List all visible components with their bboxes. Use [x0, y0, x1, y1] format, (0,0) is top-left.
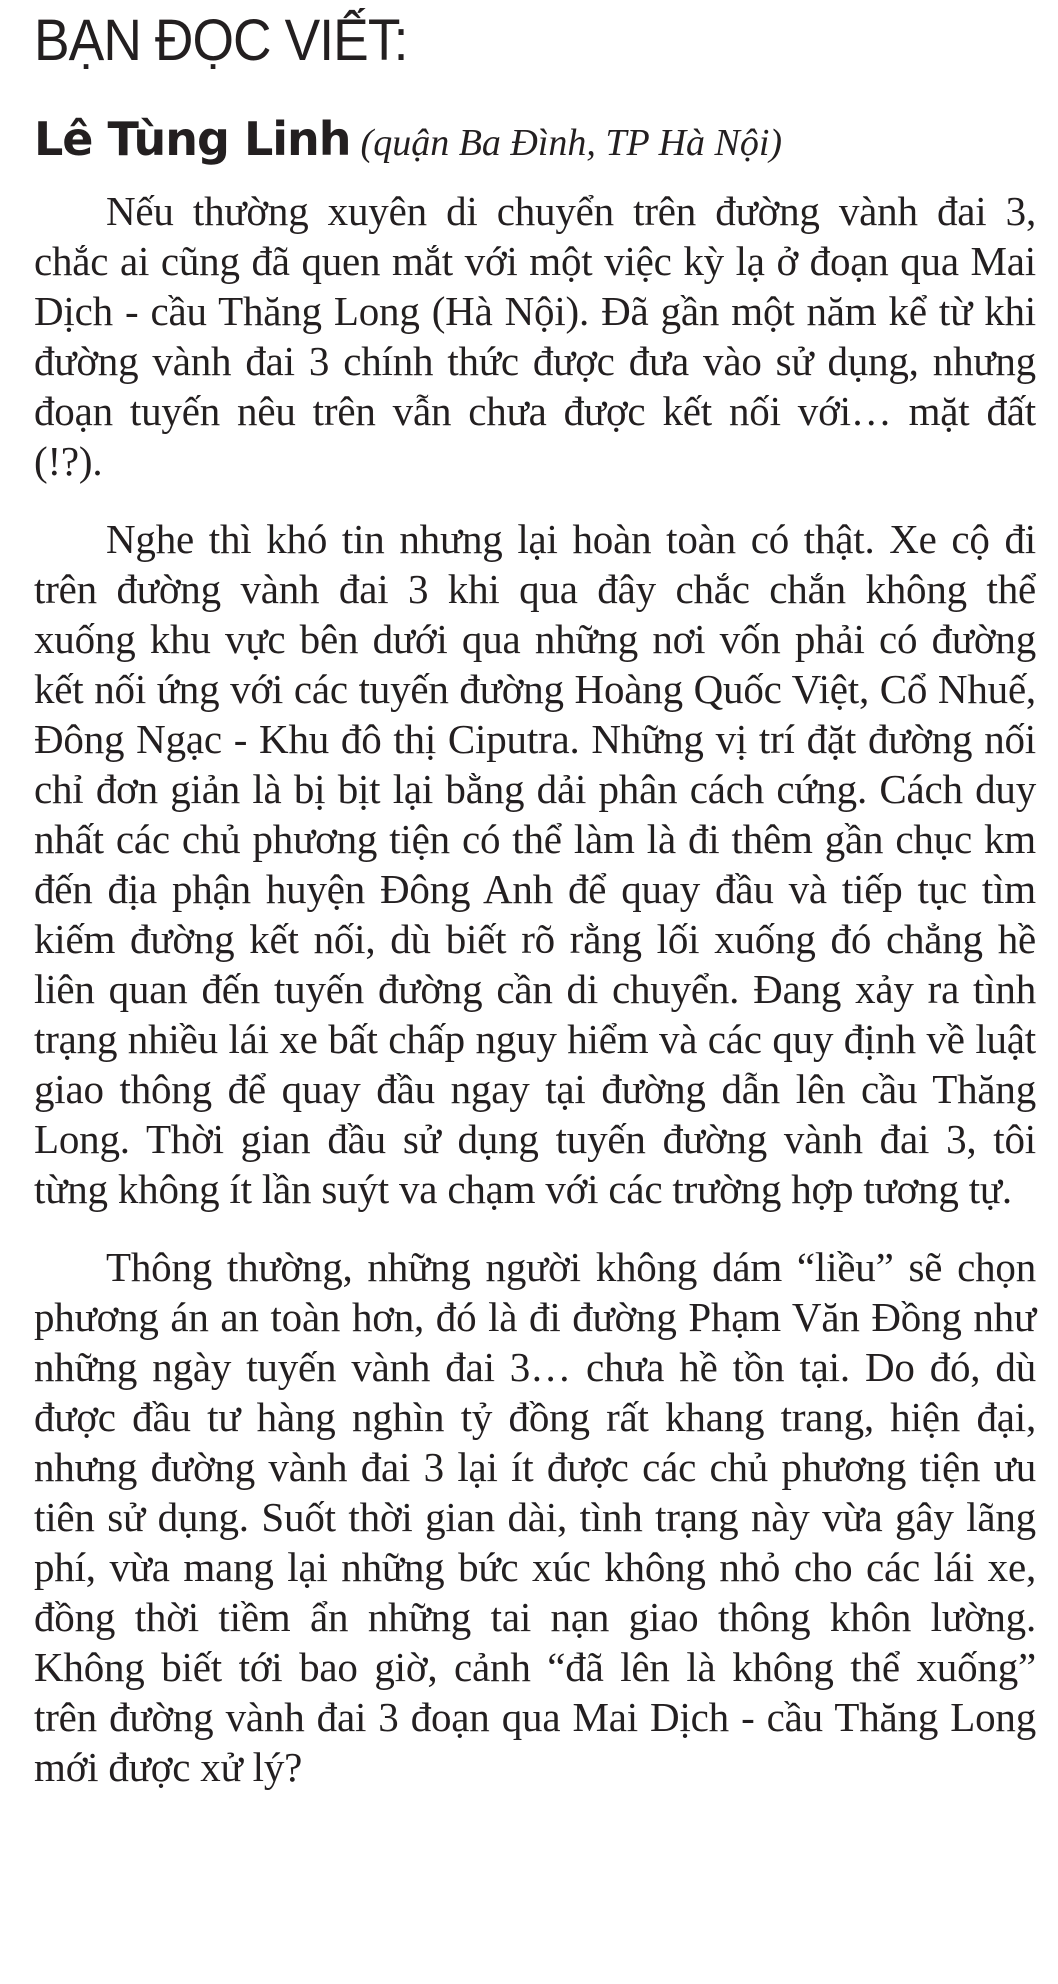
author-location: (quận Ba Đình, TP Hà Nội) — [360, 122, 783, 164]
article-body — [34, 186, 1036, 1792]
author-name: Lê Tùng Linh — [34, 112, 351, 166]
byline — [34, 112, 1036, 166]
article-paragraph-2: Nghe thì khó tin nhưng lại hoàn toàn có thật. Xe cộ đi trên đường vành đai 3 khi qua đây chắc chắn không thể xuống khu vực bên dưới qua những nơi vốn phải có đường kết nối ứng với các tuyến đường Hoàng Quốc Việt, Cổ Nhuế, Đông Ngạc - Khu đô thị Ciputra. Những vị trí đặt đường nối chỉ đơn giản là bị bịt lại bằng dải phân cách cứng. Cách duy nhất các chủ phương tiện có thể làm là đi thêm gần chục km đến địa phận huyện Đông Anh để quay đầu và tiếp tục tìm kiếm đường kết nối, dù biết rõ rằng lối xuống đó chẳng hề liên quan đến tuyến đường cần di chuyển. Đang xảy ra tình trạng nhiều lái xe bất chấp nguy hiểm và các quy định về luật giao thông để quay đầu ngay tại đường dẫn lên cầu Thăng Long. Thời gian đầu sử dụng tuyến đường vành đai 3, tôi từng không ít lần suýt va chạm với các trường hợp tương tự. — [34, 516, 1036, 1212]
section-heading: BẠN ĐỌC VIẾT: — [34, 8, 408, 73]
article-paragraph-3: Thông thường, những người không dám “liều” sẽ chọn phương án an toàn hơn, đó là đi đường Phạm Văn Đồng như những ngày tuyến vành đai 3… chưa hề tồn tại. Do đó, dù được đầu tư hàng nghìn tỷ đồng rất khang trang, hiện đại, nhưng đường vành đai 3 lại ít được các chủ phương tiện ưu tiên sử dụng. Suốt thời gian dài, tình trạng này vừa gây lãng phí, vừa mang lại những bức xúc không nhỏ cho các lái xe, đồng thời tiềm ẩn những tai nạn giao thông khôn lường. Không biết tới bao giờ, cảnh “đã lên là không thể xuống” trên đường vành đai 3 đoạn qua Mai Dịch - cầu Thăng Long mới được xử lý? — [34, 1244, 1036, 1790]
article-page — [34, 0, 1036, 1820]
article-paragraph-1: Nếu thường xuyên di chuyển trên đường vành đai 3, chắc ai cũng đã quen mắt với một việc kỳ lạ ở đoạn qua Mai Dịch - cầu Thăng Long (Hà Nội). Đã gần một năm kể từ khi đường vành đai 3 chính thức được đưa vào sử dụng, nhưng đoạn tuyến nêu trên vẫn chưa được kết nối với… mặt đất (!?). — [34, 188, 1036, 484]
